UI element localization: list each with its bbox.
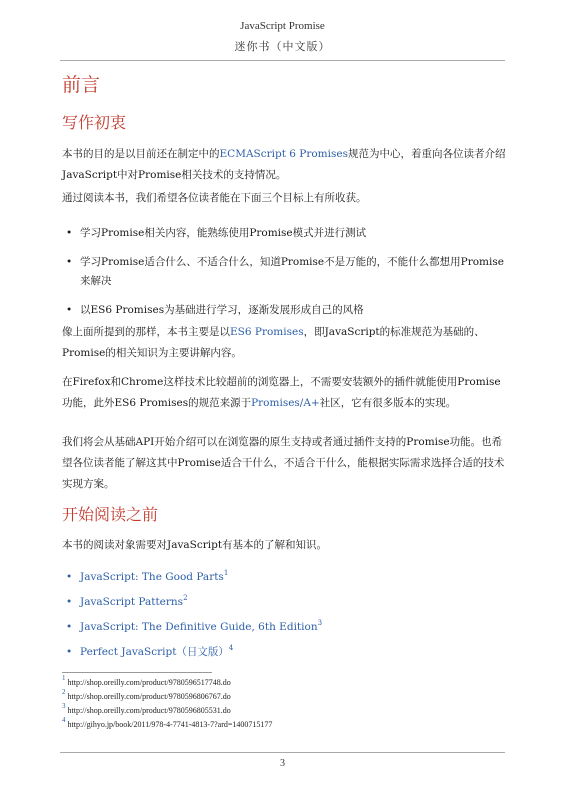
page-number: 3 bbox=[280, 758, 285, 769]
text: 社区，它有很多版本的实现。 bbox=[319, 397, 457, 409]
footnote-number: 1 bbox=[62, 674, 66, 682]
footnote bbox=[62, 702, 231, 715]
text: 在Firefox和Chrome这样技术比较超前的浏览器上，不需要安装额外的插件就能使用Promise功能，此外ES6 Promises的规范来源于 bbox=[62, 376, 501, 409]
footnote-url[interactable]: http://shop.oreilly.com/product/9780596517748.do bbox=[67, 678, 231, 687]
bullet-icon: • bbox=[66, 596, 73, 608]
book-list bbox=[62, 568, 507, 662]
text: ，即JavaScript的标准规范为基础的、Promise的相关知识为主要讲解内容。 bbox=[62, 326, 485, 359]
goals-list bbox=[62, 224, 507, 320]
bullet-icon: • bbox=[66, 571, 73, 583]
running-header-subtitle: 迷你书（中文版） bbox=[234, 40, 331, 53]
footnote-url[interactable]: http://shop.oreilly.com/product/9780596806767.do bbox=[67, 692, 231, 701]
footnote-url[interactable]: http://gihyo.jp/book/2011/978-4-7741-4813-7?ard=1400715177 bbox=[67, 720, 273, 729]
bullet-icon: • bbox=[66, 621, 73, 633]
list-item bbox=[62, 643, 507, 662]
footnote-url[interactable]: http://shop.oreilly.com/product/9780596805531.do bbox=[67, 706, 231, 715]
list-item bbox=[62, 301, 507, 320]
header-rule bbox=[60, 60, 505, 61]
book-title: JavaScript: The Definitive Guide, 6th Edition bbox=[80, 621, 318, 633]
bullet-icon: • bbox=[66, 227, 73, 239]
book-link[interactable] bbox=[80, 646, 233, 658]
footnote-ref[interactable]: 2 bbox=[183, 594, 188, 602]
list-item-text: 学习Promise适合什么、不适合什么，知道Promise不是万能的，不能什么都想用Promise来解决 bbox=[80, 256, 504, 287]
footnote bbox=[62, 674, 231, 687]
list-item-text: 以ES6 Promises为基础进行学习，逐渐发展形成自己的风格 bbox=[80, 304, 364, 316]
footnote-rule bbox=[62, 672, 212, 673]
footnote-number: 2 bbox=[62, 688, 66, 696]
bullet-icon: • bbox=[66, 256, 73, 268]
book-link[interactable] bbox=[80, 596, 188, 608]
text: 本书的目的是以目前还在制定中的 bbox=[62, 148, 220, 160]
section-heading-before-reading: 开始阅读之前 bbox=[62, 505, 159, 524]
section-heading-purpose: 写作初衷 bbox=[62, 113, 127, 132]
text: 像上面所提到的那样，本书主要是以 bbox=[62, 326, 230, 338]
footnote-ref[interactable]: 4 bbox=[228, 644, 234, 652]
list-item bbox=[62, 593, 507, 612]
footnote-ref[interactable]: 3 bbox=[317, 619, 323, 627]
list-item bbox=[62, 568, 507, 587]
footnote-number: 4 bbox=[62, 716, 66, 724]
paragraph-goals-intro: 通过阅读本书，我们希望各位读者能在下面三个目标上有所收获。 bbox=[62, 192, 367, 204]
book-title: Perfect JavaScript（日文版） bbox=[80, 646, 229, 658]
paragraph-plan: 我们将会从基础API开始介绍可以在浏览器的原生支持或者通过插件支持的Promise功能。也希望各位读者能了解这其中Promise适合干什么，不适合干什么，能根据实际需求选择合适的技术实现方案。 bbox=[62, 436, 505, 490]
book-link[interactable] bbox=[80, 571, 228, 583]
list-item bbox=[62, 253, 507, 291]
link-es6-promises[interactable]: ES6 Promises bbox=[230, 326, 304, 338]
running-header-title: JavaScript Promise bbox=[240, 20, 325, 32]
book-title: JavaScript Patterns bbox=[80, 596, 184, 608]
paragraph-browsers bbox=[62, 372, 507, 414]
text: 规范为中心，着重向各位读者介绍JavaScript中对Promise相关技术的支持情况。 bbox=[62, 148, 506, 181]
bullet-icon: • bbox=[66, 304, 73, 316]
paragraph-scope bbox=[62, 322, 507, 364]
footnote bbox=[62, 716, 273, 729]
bullet-icon: • bbox=[66, 646, 73, 658]
footnote-ref[interactable]: 1 bbox=[223, 569, 229, 577]
link-ecmascript6-promises[interactable]: ECMAScript 6 Promises bbox=[219, 148, 348, 160]
book-title: JavaScript: The Good Parts bbox=[80, 571, 224, 583]
footer-rule bbox=[60, 752, 505, 753]
list-item-text: 学习Promise相关内容，能熟练使用Promise模式并进行测试 bbox=[80, 227, 367, 239]
paragraph-intro bbox=[62, 144, 507, 186]
list-item bbox=[62, 224, 507, 243]
link-promises-aplus[interactable]: Promises/A+ bbox=[251, 397, 320, 409]
chapter-title: 前言 bbox=[62, 74, 101, 96]
paragraph-audience: 本书的阅读对象需要对JavaScript有基本的了解和知识。 bbox=[62, 539, 328, 551]
footnote bbox=[62, 688, 231, 701]
book-link[interactable] bbox=[80, 621, 322, 633]
footnote-number: 3 bbox=[62, 702, 66, 710]
list-item bbox=[62, 618, 507, 637]
